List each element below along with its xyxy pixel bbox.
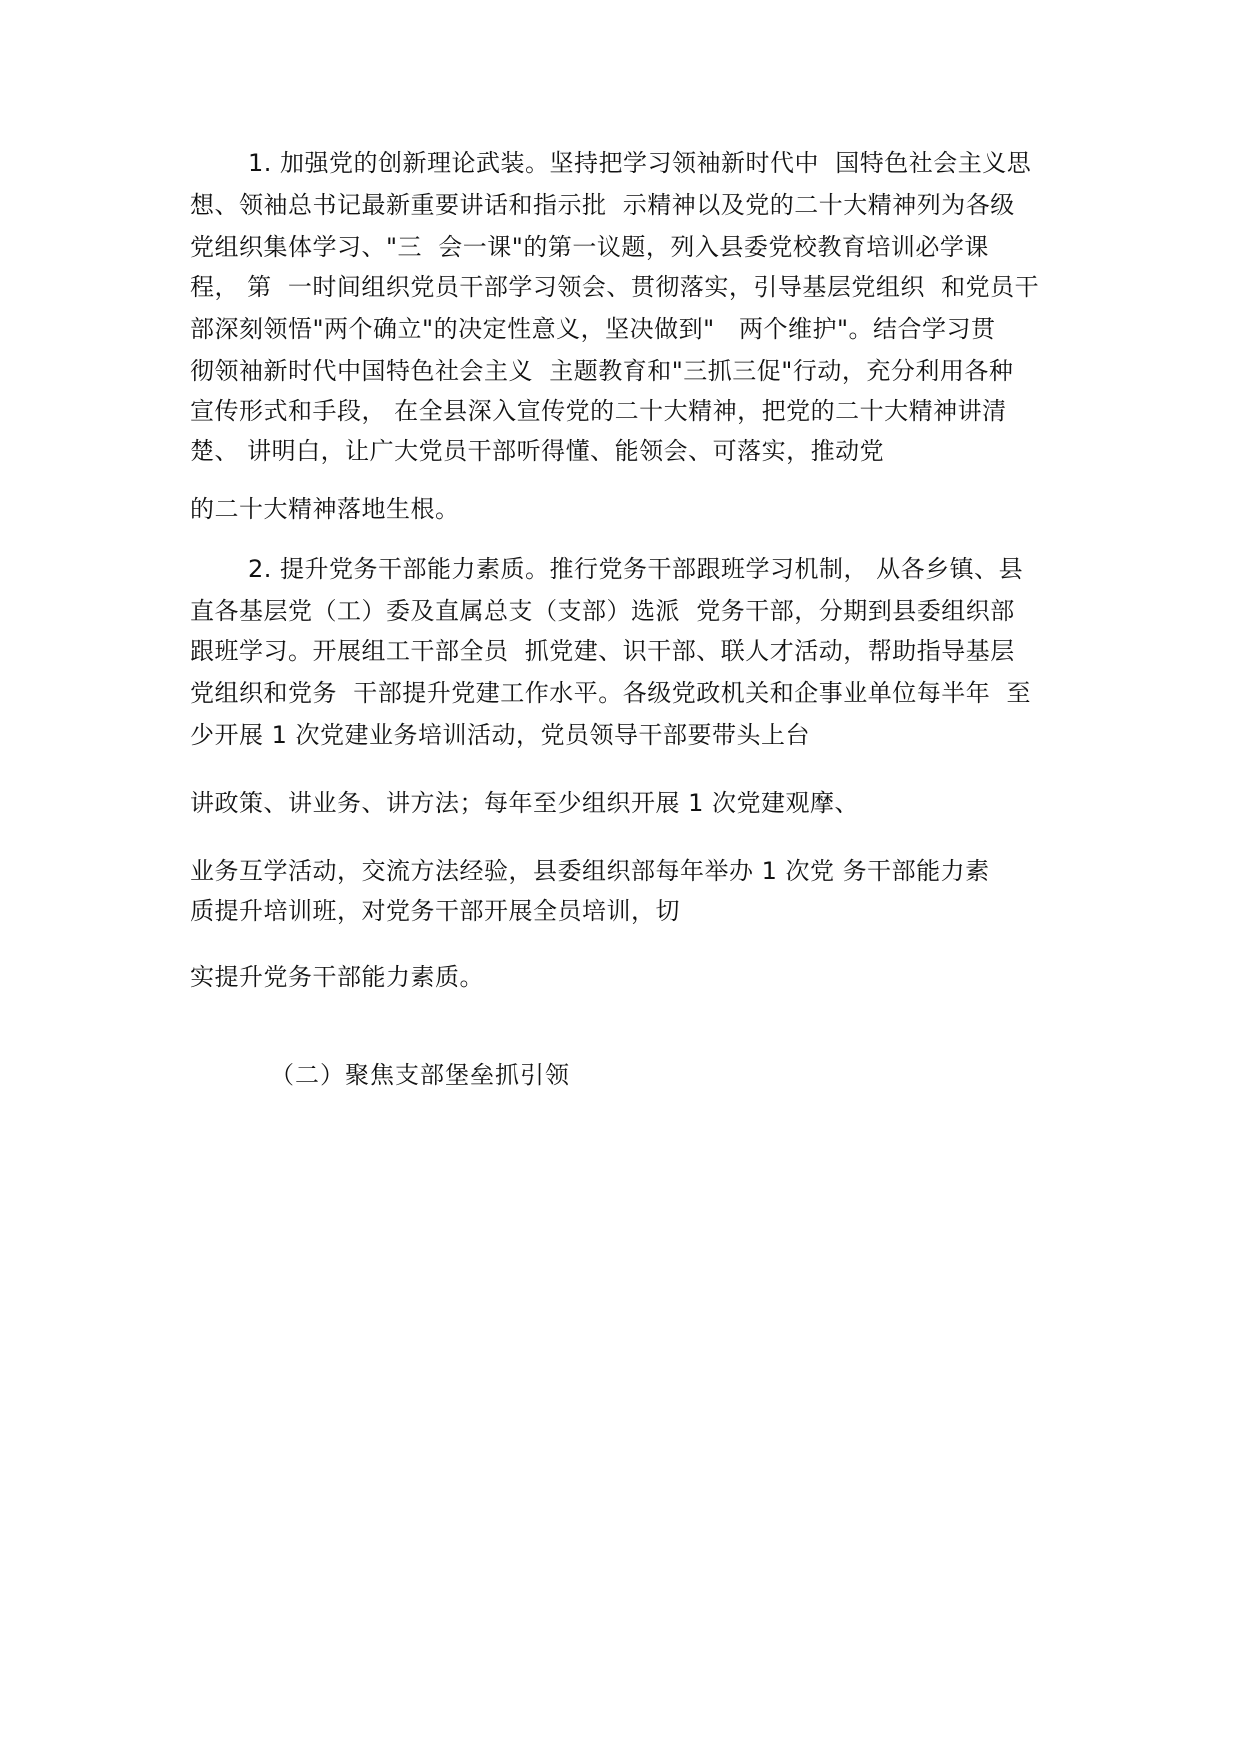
paragraph-1-line-9: 的二十大精神落地生根。 — [190, 495, 460, 523]
paragraph-2-line-3: 跟班学习。开展组工干部全员 抓党建、识干部、联人才活动，帮助指导基层 — [190, 637, 1015, 665]
paragraph-1-line-8: 楚、 讲明白，让广大党员干部听得懂、能领会、可落实，推动党 — [190, 437, 885, 465]
paragraph-2-line-6: 讲政策、讲业务、讲方法；每年至少组织开展 1 次党建观摩、 — [190, 789, 860, 817]
paragraph-1-line-3: 党组织集体学习、"三 会一课"的第一议题，列入县委党校教育培训必学课 — [190, 233, 989, 261]
paragraph-2-line-9: 实提升党务干部能力素质。 — [190, 963, 484, 991]
paragraph-1-line-5: 部深刻领悟"两个确立"的决定性意义，坚决做到" 两个维护"。结合学习贯 — [190, 315, 996, 343]
section-heading: （二）聚焦支部堡垒抓引领 — [270, 1061, 570, 1089]
paragraph-2-line-5: 少开展 1 次党建业务培训活动，党员领导干部要带头上台 — [190, 721, 811, 749]
paragraph-2-line-1: 2. 提升党务干部能力素质。推行党务干部跟班学习机制， 从各乡镇、县 — [248, 555, 1024, 583]
paragraph-2-line-2: 直各基层党（工）委及直属总支（支部）选派 党务干部，分期到县委组织部 — [190, 597, 1015, 625]
paragraph-1-line-2: 想、领袖总书记最新重要讲话和指示批 示精神以及党的二十大精神列为各级 — [190, 191, 1015, 219]
paragraph-2-line-4: 党组织和党务 干部提升党建工作水平。各级党政机关和企事业单位每半年 至 — [190, 679, 1032, 707]
paragraph-2-line-8: 质提升培训班，对党务干部开展全员培训，切 — [190, 897, 680, 925]
paragraph-1-line-6: 彻领袖新时代中国特色社会主义 主题教育和"三抓三促"行动，充分利用各种 — [190, 357, 1014, 385]
paragraph-2-line-7: 业务互学活动，交流方法经验，县委组织部每年举办 1 次党 务干部能力素 — [190, 857, 990, 885]
paragraph-1-line-1: 1. 加强党的创新理论武装。坚持把学习领袖新时代中 国特色社会主义思 — [248, 149, 1032, 177]
paragraph-1-line-7: 宣传形式和手段， 在全县深入宣传党的二十大精神，把党的二十大精神讲清 — [190, 397, 1007, 425]
paragraph-1-line-4: 程， 第 一时间组织党员干部学习领会、贯彻落实，引导基层党组织 和党员干 — [190, 273, 1040, 301]
